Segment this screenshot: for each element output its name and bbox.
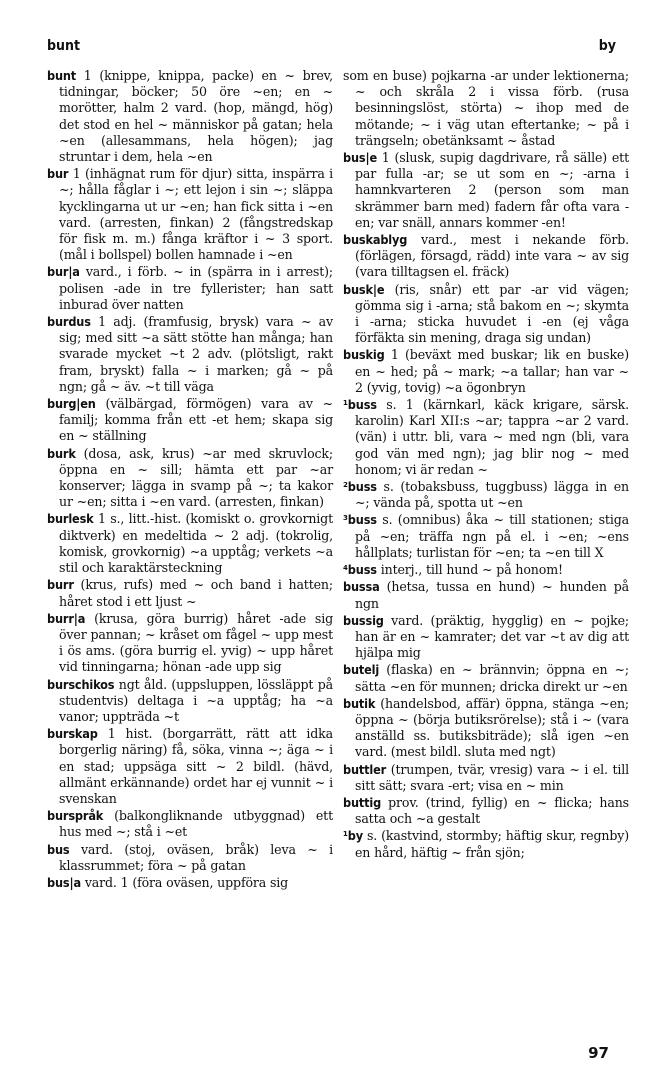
dictionary-entry (343, 562, 629, 578)
dictionary-entry (343, 397, 629, 478)
dictionary-entry (47, 842, 333, 874)
definition: (flaska) en ~ brännvin; öppna en ~; sätta ~en för munnen; dricka direkt ur ~en (355, 662, 629, 694)
headword: ³buss (343, 512, 377, 528)
headword: burlesk (47, 511, 94, 527)
left-column (47, 68, 333, 892)
definition: (balkongliknande utbyggnad) ett hus med ~; stå i ~et (59, 808, 333, 840)
headword: bussa (343, 579, 380, 595)
dictionary-entry (343, 613, 629, 662)
headword: buttler (343, 761, 387, 777)
dictionary-entry (343, 579, 629, 611)
definition: s. (kastvind, stormby; häftig skur, regnby) en hård, häftig ~ från sjön; (355, 828, 629, 860)
headword: bur (47, 166, 69, 182)
definition: prov. (trind, fyllig) en ~ flicka; hans satta och ~a gestalt (355, 794, 629, 827)
definition: vard., i förb. ~ in (spärra in i arrest); polisen -ade in tre fyllerister; han satt inburad över natten (59, 264, 333, 312)
headword: burdus (47, 314, 91, 330)
definition: (krus, rufs) med ~ och band i hatten; håret stod i ett ljust ~ (59, 577, 333, 609)
dictionary-entry (47, 677, 333, 726)
headword: ²buss (343, 479, 377, 495)
definition: (trumpen, tvär, vresig) vara ~ i el. till sitt sätt; svara -ert; visa en ~ min (355, 761, 629, 793)
headword: butik (343, 695, 376, 711)
definition: s. (tobaksbuss, tuggbuss) lägga in en ~; vända på, spotta ut ~en (355, 479, 629, 511)
headword: buskig (343, 347, 385, 363)
headword: burr (47, 577, 74, 593)
headword: buskablyg (343, 232, 408, 248)
definition: (hetsa, tussa en hund) ~ hunden på ngn (355, 579, 629, 611)
definition: vard., mest i nekande förb. (förlägen, försagd, rädd) inte vara ~ av sig (vara tilltagsen el. fräck) (355, 232, 629, 280)
headword: butelj (343, 662, 380, 678)
page-number: 97 (588, 1044, 609, 1062)
definition: ngt åld. (uppsluppen, lössläppt på studentvis) deltaga i ~a upptåg; ha ~a vanor; uppträda ~t (59, 676, 333, 724)
definition: (dosa, ask, krus) ~ar med skruvlock; öppna en ~ sill; hämta ett par ~ar konserver; lägga in svamp på ~; ta kakor ur ~en; sitta i ~en vard. (arresten, finkan) (59, 445, 333, 510)
headword: burk (47, 445, 76, 461)
headword: ⁴buss (343, 562, 377, 578)
dictionary-entry (343, 696, 629, 761)
dictionary-entry (343, 232, 629, 281)
headword: busk|e (343, 281, 385, 297)
dictionary-entry (47, 611, 333, 676)
dictionary-entry (343, 347, 629, 396)
definition: 1 (inhägnat rum för djur) sitta, inspärra i ~; hålla fåglar i ~; ett lejon i sin ~; släppa kycklingarna ut ur ~en; han fick sitta i ~en vard. (arresten, finkan) 2 (fångstredskap för fisk m. m.) fånga kräftor i ~ 3 sport. (mål i bollspel) bollen hamnade i ~en (59, 166, 333, 263)
headword: bus (47, 841, 70, 857)
dictionary-entry (343, 662, 629, 694)
headword: bur|a (47, 264, 80, 280)
dictionary-entry-continued (343, 68, 629, 149)
dictionary-entry (343, 150, 629, 231)
headword: buttig (343, 794, 382, 810)
definition: (handelsbod, affär) öppna, stänga ~en; öppna ~ (börja butiksrörelse); stå i ~ (vara anställd ss. butiksbiträde); slå igen ~en vard. (mest bildl. sluta med ngt) (355, 695, 629, 760)
definition: (krusa, göra burrig) håret -ade sig över pannan; ~ kråset om fågel ~ upp mest i ös ams. (göra burrig el. yvig) ~ upp håret vid tinningarna; hönan -ade upp sig (59, 610, 333, 675)
dictionary-entry (47, 314, 333, 395)
dictionary-entry (47, 264, 333, 313)
dictionary-entry (47, 166, 333, 263)
definition: 1 (beväxt med buskar; lik en buske) en ~ hed; på ~ mark; ~a tallar; han var ~ 2 (yvig, tovig) ~a ögonbryn (355, 347, 629, 395)
headword: bunt (47, 68, 77, 83)
headword: burspråk (47, 808, 104, 824)
definition: 1 adj. (framfusig, brysk) vara ~ av sig; med sitt ~a sätt stötte han många; han svarade mycket ~t 2 adv. (plötsligt, rakt fram, bryskt) falla ~ i marken; gå ~ på ngn; gå ~ äv. ~t till väga (59, 314, 333, 394)
definition: 1 hist. (borgarrätt, rätt att idka borgerlig näring) få, söka, vinna ~; äga ~ i en stad; uppsäga sitt ~ 2 bildl. (hävd, allmänt erkännande) ordet har ej vunnit ~ i svenskan (59, 726, 333, 806)
dictionary-entry (47, 726, 333, 807)
dictionary-entry (47, 511, 333, 576)
headword: burg|en (47, 396, 96, 412)
dictionary-entry (343, 762, 629, 794)
definition: (välbärgad, förmögen) vara av ~ familj; komma från ett -et hem; skapa sig en ~ ställning (59, 396, 333, 444)
definition: (ris, snår) ett par -ar vid vägen; gömma sig i -arna; stå bakom en ~; skymta i -arna; sticka huvudet i -en (ej våga förfäkta sin mening, draga sig undan) (355, 281, 629, 346)
headword: bussig (343, 612, 384, 628)
definition: s. 1 (kärnkarl, käck krigare, särsk. karolin) Karl XII:s ~ar; tappra ~ar 2 vard. (vän) i uttr. bli, vara ~ med ngn (bli, vara god vän med ngn); jag blir nog ~ med honom; vi är redan ~ (355, 397, 629, 477)
dictionary-entry (47, 446, 333, 511)
definition: s. (omnibus) åka ~ till stationen; stiga på ~en; träffa ngn på el. i ~en; ~ens hållplats; turlistan för ~en; ta ~en till X (355, 512, 629, 560)
dictionary-entry (343, 479, 629, 511)
dictionary-entry (47, 68, 333, 165)
definition: som en buse) pojkarna -ar under lektionerna; ~ och skråla 2 i vissa förb. (rusa besinningslöst, störta) ~ ihop med de mötande; ~ i väg utan eftertanke; ~ på i trängseln; obetänksamt ~ åstad (343, 68, 629, 148)
definition: 1 (slusk, supig dagdrivare, rå sälle) ett par fulla -ar; se ut som en ~; -arna i hamnkvarteren 2 (person som man skrämmer barn med) fadern får ofta vara -en; var snäll, annars kommer -en! (355, 150, 629, 230)
definition: vard. (präktig, hygglig) en ~ pojke; han är en ~ kamrater; det var ~t av dig att hjälpa mig (355, 612, 629, 661)
right-column (343, 68, 629, 862)
dictionary-entry (343, 828, 629, 860)
headword: bus|e (343, 150, 377, 166)
headword: ¹buss (343, 397, 377, 413)
definition: interj., till hund ~ på honom! (376, 562, 563, 578)
dictionary-entry (343, 512, 629, 561)
dictionary-entry (47, 396, 333, 445)
headword: burschikos (47, 676, 115, 692)
definition: vard. (stoj, oväsen, bråk) leva ~ i klassrummet; föra ~ på gatan (59, 841, 333, 873)
definition: vard. 1 (föra oväsen, uppföra sig (80, 874, 289, 890)
headword: bus|a (47, 874, 81, 890)
headword: burr|a (47, 610, 86, 626)
dictionary-entry (343, 282, 629, 347)
dictionary-entry (343, 795, 629, 827)
running-head-right: by (598, 38, 616, 54)
definition: 1 (knippe, knippa, packe) en ~ brev, tidningar, böcker; 50 öre ~en; en ~ morötter, halm 2 vard. (hop, mängd, hög) det stod en hel ~ människor på gatan; hela ~en (allesammans, hela högen); jag struntar i dem, hela ~en (59, 68, 333, 165)
definition: 1 s., litt.-hist. (komiskt o. grovkornigt diktverk) en medeltida ~ 2 adj. (tokrolig, komisk, grovkornig) ~a upptåg; verkets ~a stil och karaktärsteckning (59, 511, 333, 576)
headword: burskap (47, 726, 98, 742)
dictionary-entry (47, 577, 333, 609)
dictionary-entry (47, 808, 333, 840)
dictionary-entry (47, 875, 333, 891)
running-head-left: bunt (47, 38, 80, 54)
headword: ¹by (343, 828, 364, 844)
